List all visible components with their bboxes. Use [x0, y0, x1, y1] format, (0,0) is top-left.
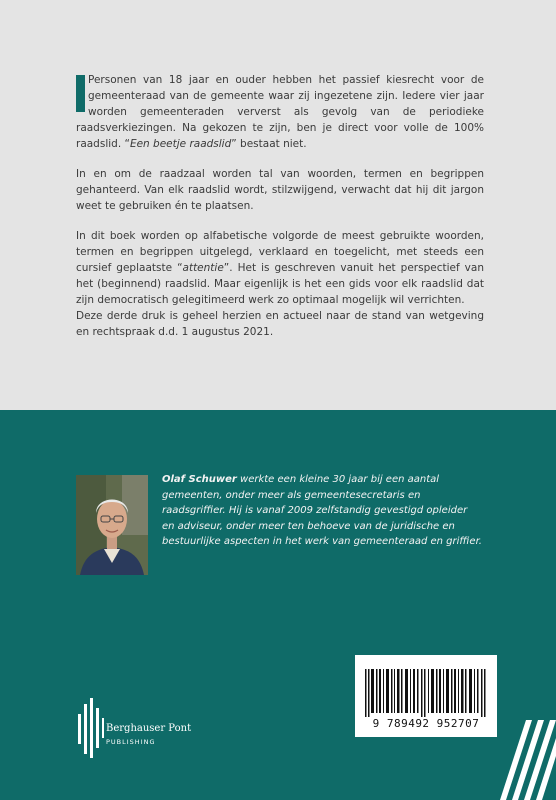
corner-stripes-icon [492, 700, 556, 800]
publisher-name: Berghauser Pont [106, 723, 192, 734]
isbn-number: 9 789492 952707 [372, 717, 480, 730]
author-name: Olaf Schuwer [162, 474, 237, 485]
italic-phrase: Een beetje raadslid [129, 138, 232, 150]
paragraph-book-content: In dit boek worden op alfabetische volgorde de meest gebruikte woorden, termen en begrippen uitgelegd, verklaard en toegelicht, met steeds een cursief geplaatste “attentie”. Het is geschreven vanuit het perspectief van het (beginnend) raadslid. Maar eigenlijk is het een gids voor elk raadslid dat zijn democratisch gelegitimeerd werk zo optimaal mogelijk wil verrichten. [76, 230, 484, 306]
paragraph-edition: Deze derde druk is geheel herzien en actueel naar de stand van wetgeving en rechtspraak d.d. 1 augustus 2021. [76, 310, 484, 338]
publisher-subtitle: PUBLISHING [106, 738, 156, 746]
author-bio: Olaf Schuwer werkte een kleine 30 jaar bij een aantal gemeenten, onder meer als gemeentesecretaris en raadsgriffier. Hij is vanaf 2009 zelfstandig gevestigd opleider en adviseur, onder meer ten behoeve van de juridische en bestuurlijke aspecten in het werk van gemeenteraad en griffier. [162, 474, 482, 547]
author-photo [76, 475, 148, 575]
barcode-icon [365, 669, 487, 717]
dropcap-bar-icon [76, 75, 85, 112]
italic-phrase: attentie [182, 262, 224, 274]
isbn-barcode [355, 655, 497, 737]
paragraph-jargon: In en om de raadzaal worden tal van woorden, termen en begrippen gehanteerd. Van elk raadslid wordt, stilzwijgend, verwacht dat hij dit jargon weet te gebruiken én te plaatsen. [76, 168, 484, 212]
paragraph-intro: Personen van 18 jaar en ouder hebben het passief kiesrecht voor de gemeenteraad van de gemeente waar zij ingezetene zijn. Iedere vier jaar worden gemeenteraden ververst als gevolg van de periodieke raadsverkiezingen. Na gekozen te zijn, ben je direct voor volle de 100% raadslid. “Een beetje raadslid” bestaat niet. [76, 74, 484, 150]
